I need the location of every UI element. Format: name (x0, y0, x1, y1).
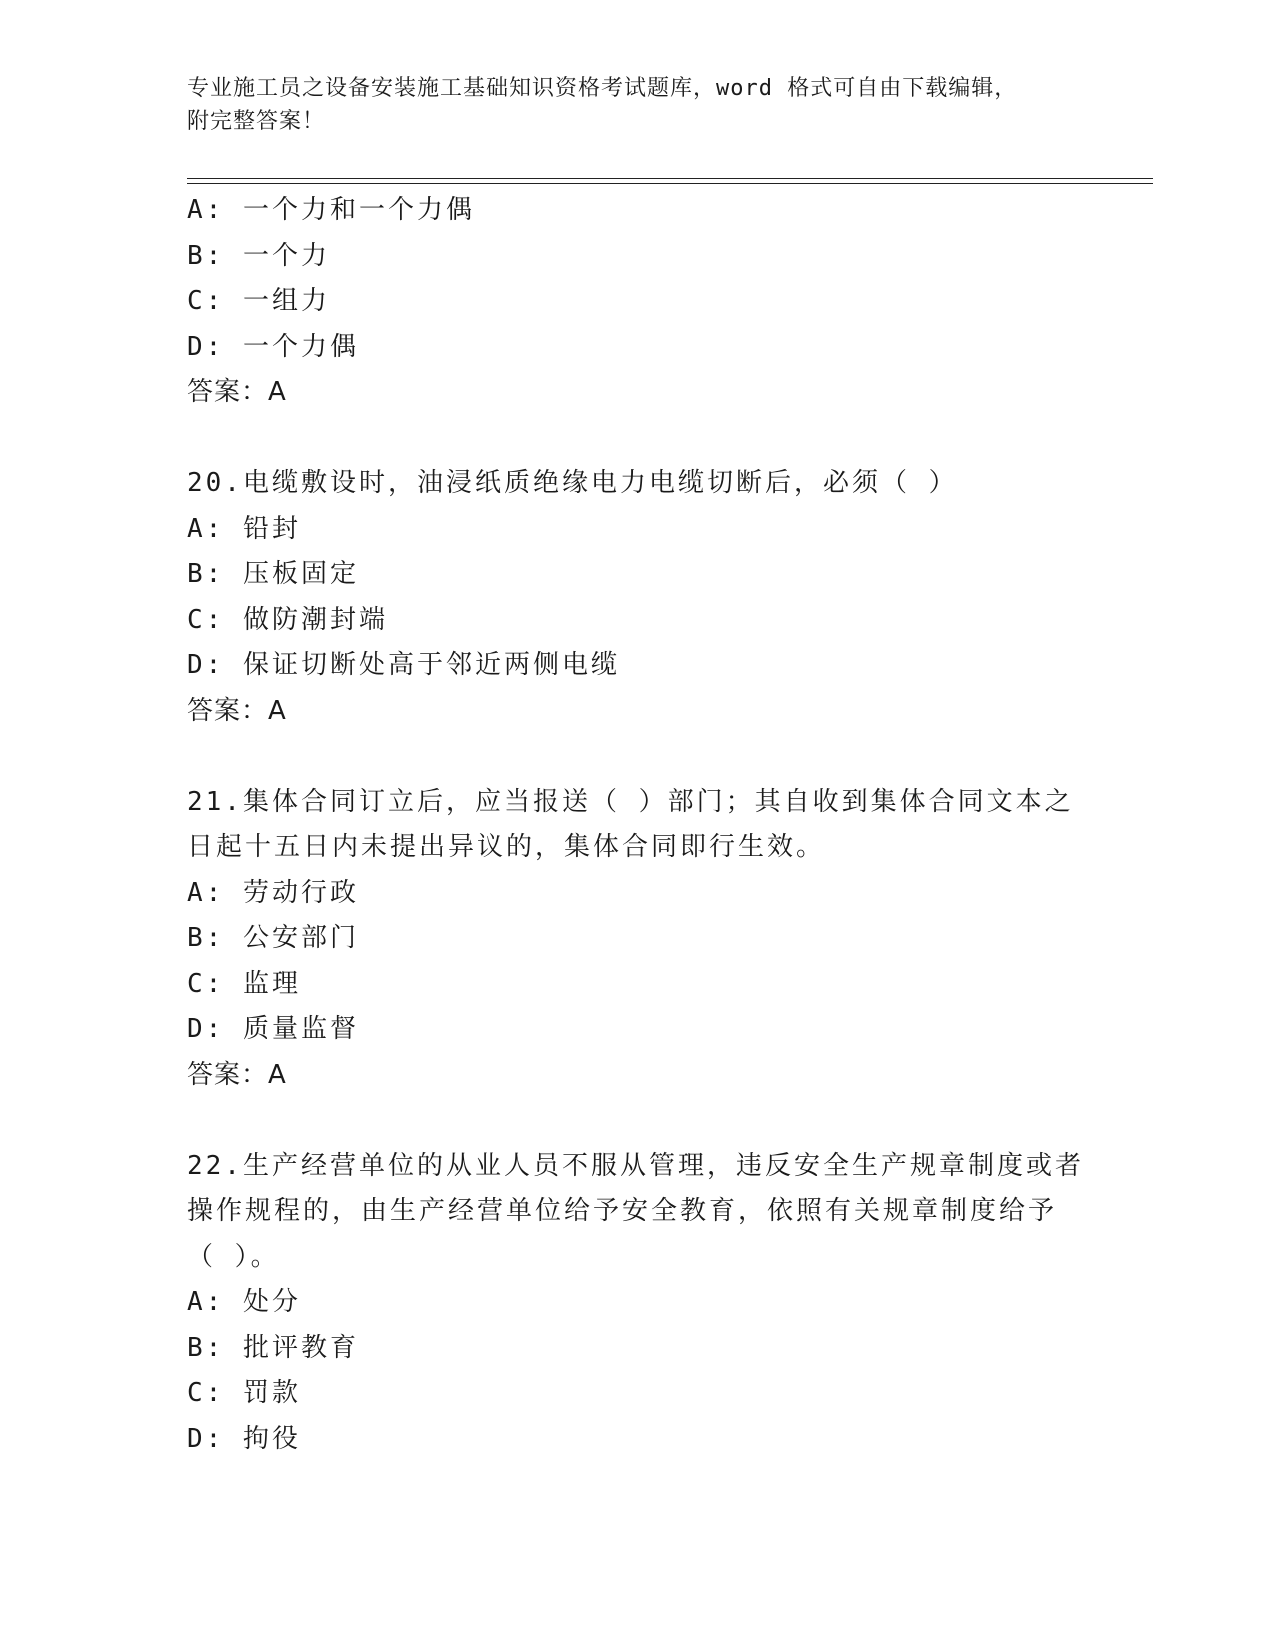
question-text-line-2: 操作规程的，由生产经营单位给予安全教育，依照有关规章制度给予 (187, 1196, 1058, 1226)
option-c: C: 一组力 (187, 286, 330, 316)
option-d: D: 保证切断处高于邻近两侧电缆 (187, 650, 620, 680)
option-c: C: 监理 (187, 968, 301, 999)
spacer (187, 734, 1087, 780)
question-list (187, 188, 1087, 1462)
answer: 答案：A (187, 1059, 287, 1090)
option-a: A: 劳动行政 (187, 877, 359, 908)
option-a: A: 一个力和一个力偶 (187, 195, 475, 225)
spacer (187, 1098, 1087, 1144)
header-line-1: 专业施工员之设备安装施工基础知识资格考试题库，word 格式可自由下载编辑， (187, 76, 1018, 101)
answer: 答案：A (187, 695, 287, 726)
header-divider-top (187, 178, 1153, 179)
option-b: B: 一个力 (187, 240, 330, 271)
spacer (187, 416, 1087, 462)
question-22 (187, 1144, 1087, 1463)
question-text-line-1: 22.生产经营单位的从业人员不服从管理，违反安全生产规章制度或者 (187, 1150, 1084, 1181)
option-d: D: 质量监督 (187, 1014, 359, 1044)
option-c: C: 罚款 (187, 1378, 301, 1408)
question-text-line-1: 21.集体合同订立后，应当报送（ ）部门；其自收到集体合同文本之 (187, 786, 1074, 817)
option-b: B: 批评教育 (187, 1332, 359, 1363)
question-20 (187, 461, 1087, 734)
option-d: D: 拘役 (187, 1423, 301, 1454)
option-d: D: 一个力偶 (187, 331, 359, 362)
option-a: A: 处分 (187, 1287, 301, 1317)
option-b: B: 压板固定 (187, 559, 359, 589)
option-a: A: 铅封 (187, 513, 301, 544)
answer: 答案：A (187, 377, 287, 407)
question-21 (187, 780, 1087, 1099)
question-text-line-3: （ ）。 (187, 1241, 280, 1272)
option-c: C: 做防潮封端 (187, 604, 388, 635)
header-line-2: 附完整答案！ (187, 109, 326, 134)
document-header (187, 72, 1067, 138)
question-text: 20.电缆敷设时，油浸纸质绝缘电力电缆切断后，必须（ ） (187, 468, 958, 498)
question-19 (187, 188, 1087, 416)
header-divider-bottom (187, 183, 1153, 184)
option-b: B: 公安部门 (187, 923, 359, 953)
question-text-line-2: 日起十五日内未提出异议的，集体合同即行生效。 (187, 832, 826, 862)
